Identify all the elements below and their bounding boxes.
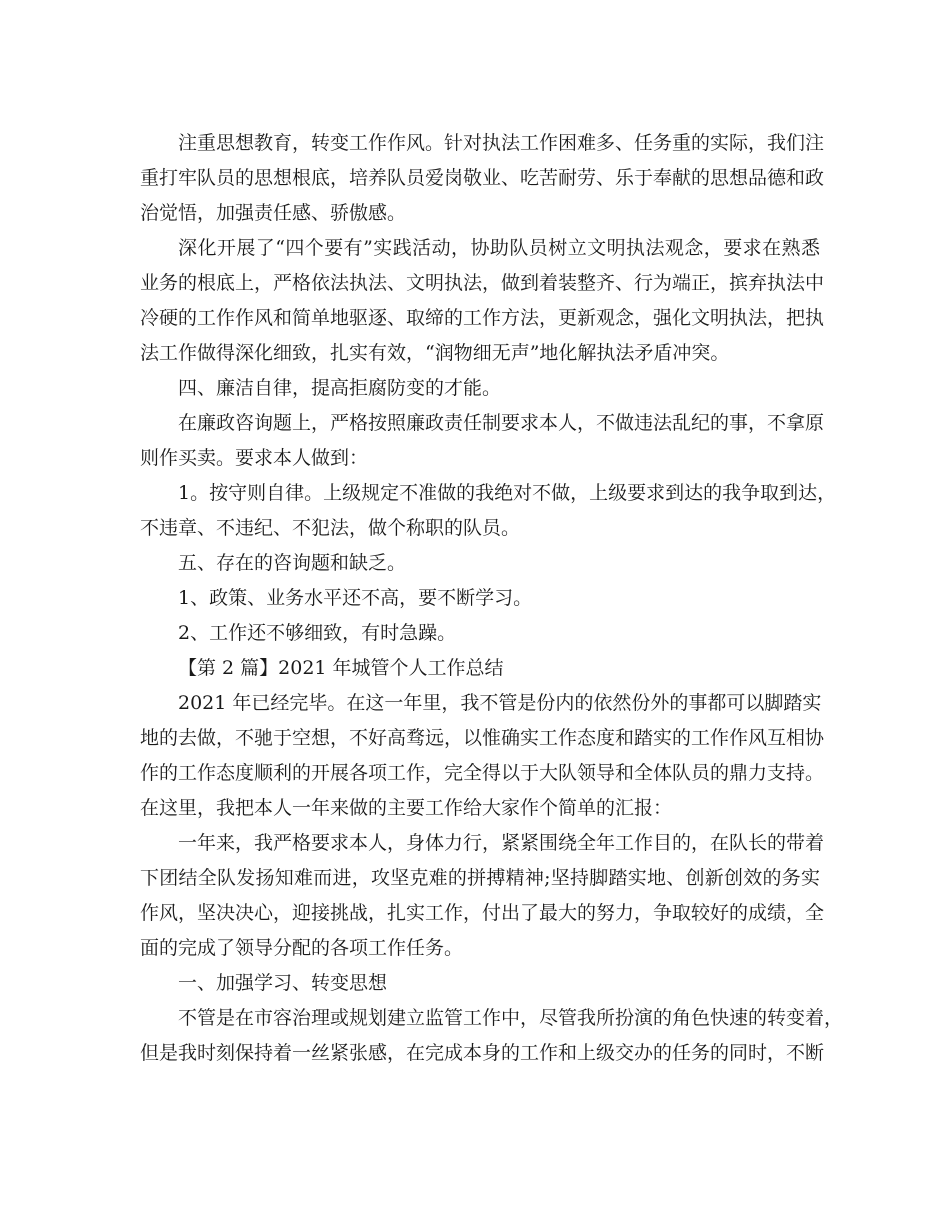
text-line: 深化开展了“四个要有”实践活动，协助队员树立文明执法观念，要求在熟悉: [178, 237, 820, 259]
text-line: 四、廉洁自律，提高拒腐防变的才能。: [178, 377, 502, 399]
text-line: 作的工作态度顺利的开展各项工作，完全得以于大队领导和全体队员的鼎力支持。: [140, 762, 825, 784]
text-line: 面的完成了领导分配的各项工作任务。: [140, 937, 464, 959]
text-line: 一年来，我严格要求本人，身体力行，紧紧围绕全年工作目的，在队长的带着: [178, 832, 825, 854]
text-line: 在这里，我把本人一年来做的主要工作给大家作个简单的汇报：: [140, 797, 673, 819]
text-line: 治觉悟，加强责任感、骄傲感。: [140, 202, 407, 224]
text-line: 1。按守则自律。上级规定不准做的我绝对不做，上级要求到达的我争取到达，: [178, 482, 837, 504]
text-line: 下团结全队发扬知难而进，攻坚克难的拼搏精神;坚持脚踏实地、创新创效的务实: [140, 867, 820, 889]
text-line: 地的去做，不驰于空想，不好高骛远，以惟确实工作态度和踏实的工作作风互相协: [140, 727, 825, 749]
text-line: 2021 年已经完毕。在这一年里，我不管是份内的依然份外的事都可以脚踏实: [178, 692, 822, 714]
text-line: 作风，坚决决心，迎接挑战，扎实工作，付出了最大的努力，争取较好的成绩，全: [140, 902, 825, 924]
text-line: 注重思想教育，转变工作作风。针对执法工作困难多、任务重的实际，我们注: [178, 132, 825, 154]
text-line: 五、存在的咨询题和缺乏。: [178, 552, 407, 574]
text-line: 业务的根底上，严格依法执法、文明执法，做到着装整齐、行为端正，摈弃执法中: [140, 272, 825, 294]
text-line: 但是我时刻保持着一丝紧张感，在完成本身的工作和上级交办的任务的同时，不断: [140, 1042, 825, 1064]
text-line: 【第 2 篇】2021 年城管个人工作总结: [178, 657, 504, 679]
text-line: 一、加强学习、转变思想: [178, 972, 388, 994]
text-line: 不管是在市容治理或规划建立监管工作中，尽管我所扮演的角色快速的转变着，: [178, 1007, 844, 1029]
text-line: 法工作做得深化细致，扎实有效，“润物细无声”地化解执法矛盾冲突。: [140, 342, 730, 364]
text-line: 冷硬的工作作风和简单地驱逐、取缔的工作方法，更新观念，强化文明执法，把执: [140, 307, 825, 329]
text-line: 不违章、不违纪、不犯法，做个称职的队员。: [140, 517, 521, 539]
text-line: 在廉政咨询题上，严格按照廉政责任制要求本人，不做违法乱纪的事，不拿原: [178, 412, 825, 434]
document-body: [140, 126, 844, 1071]
text-line: 重打牢队员的思想根底，培养队员爱岗敬业、吃苦耐劳、乐于奉献的思想品德和政: [140, 167, 825, 189]
text-line: 2、工作还不够细致，有时急躁。: [178, 622, 457, 644]
text-line: 1、政策、业务水平还不高，要不断学习。: [178, 587, 533, 609]
text-line: 则作买卖。要求本人做到：: [140, 447, 369, 469]
